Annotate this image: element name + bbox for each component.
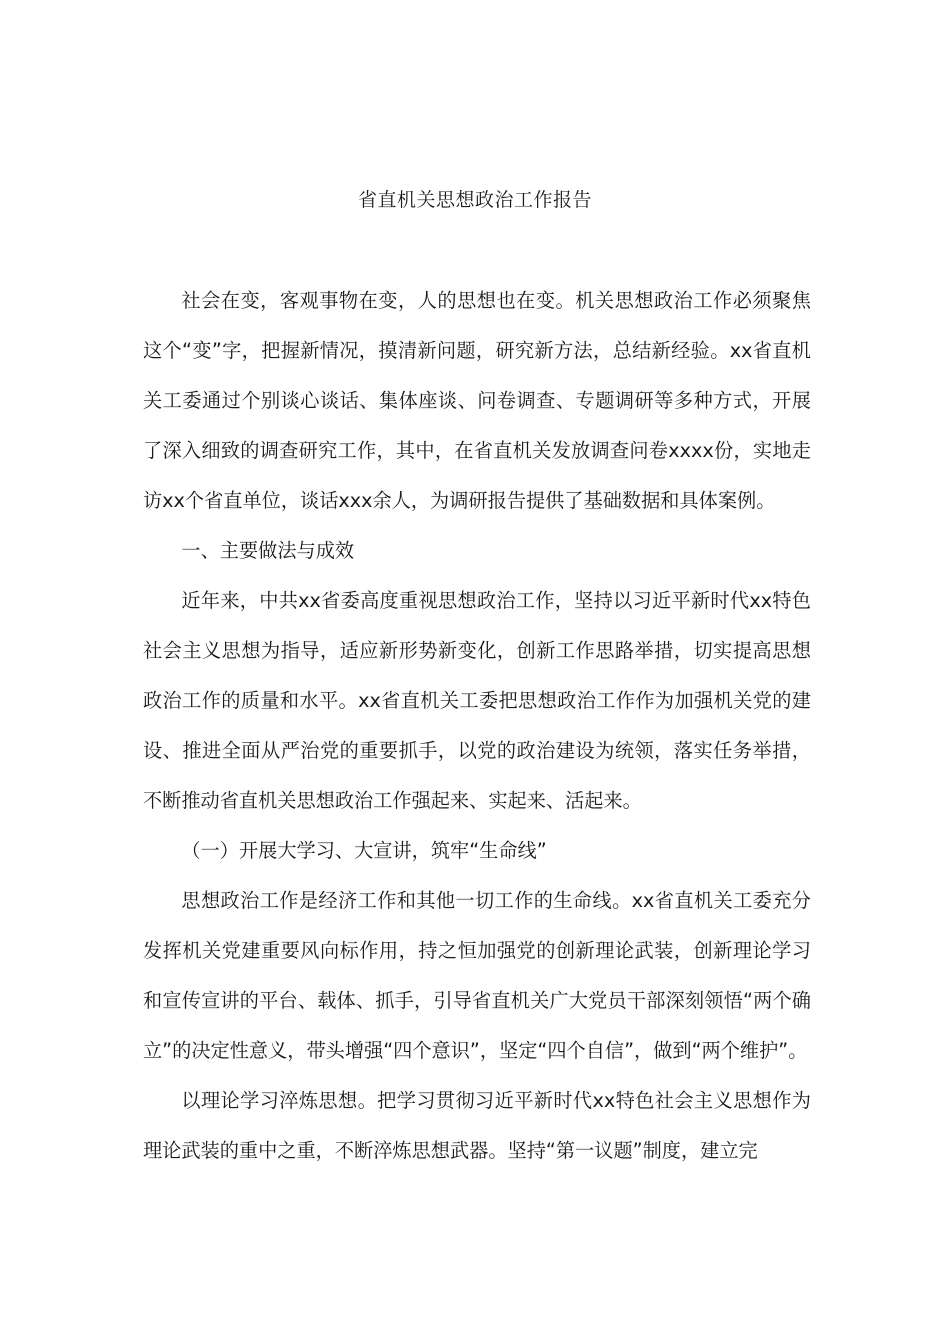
paragraph-intro: 社会在变，客观事物在变，人的思想也在变。机关思想政治工作必须聚焦这个“变”字，把握新情况，摸清新问题，研究新方法，总结新经验。xx省直机关工委通过个别谈心谈话、集体座谈、问卷调查、专题调研等多种方式，开展了深入细致的调查研究工作，其中，在省直机关发放调查问卷xxxx份，实地走访xx个省直单位，谈话xxx余人，为调研报告提供了基础数据和具体案例。: [143, 289, 811, 512]
subsection-heading-study-lecture: （一）开展大学习、大宣讲，筑牢“生命线”: [181, 839, 547, 862]
document-title: 省直机关思想政治工作报告: [357, 189, 592, 211]
paragraph-overview: 近年来，中共xx省委高度重视思想政治工作，坚持以习近平新时代xx特色社会主义思想为指导，适应新形势新变化，创新工作思路举措，切实提高思想政治工作的质量和水平。xx省直机关工委把思想政治工作作为加强机关党的建设、推进全面从严治党的重要抓手，以党的政治建设为统领，落实任务举措，不断推动省直机关思想政治工作强起来、实起来、活起来。: [143, 589, 811, 812]
document-body: [143, 276, 811, 1176]
paragraph-theory-study: 以理论学习淬炼思想。把学习贯彻习近平新时代xx特色社会主义思想作为理论武装的重中之重，不断淬炼思想武器。坚持“第一议题”制度，建立完: [143, 1089, 811, 1162]
paragraph-lifeline: 思想政治工作是经济工作和其他一切工作的生命线。xx省直机关工委充分发挥机关党建重要风向标作用，持之恒加强党的创新理论武装，创新理论学习和宣传宣讲的平台、载体、抓手，引导省直机关广大党员干部深刻领悟“两个确立”的决定性意义，带头增强“四个意识”，坚定“四个自信”，做到“两个维护”。: [143, 889, 811, 1062]
section-heading-main-practices: 一、主要做法与成效: [181, 539, 355, 562]
